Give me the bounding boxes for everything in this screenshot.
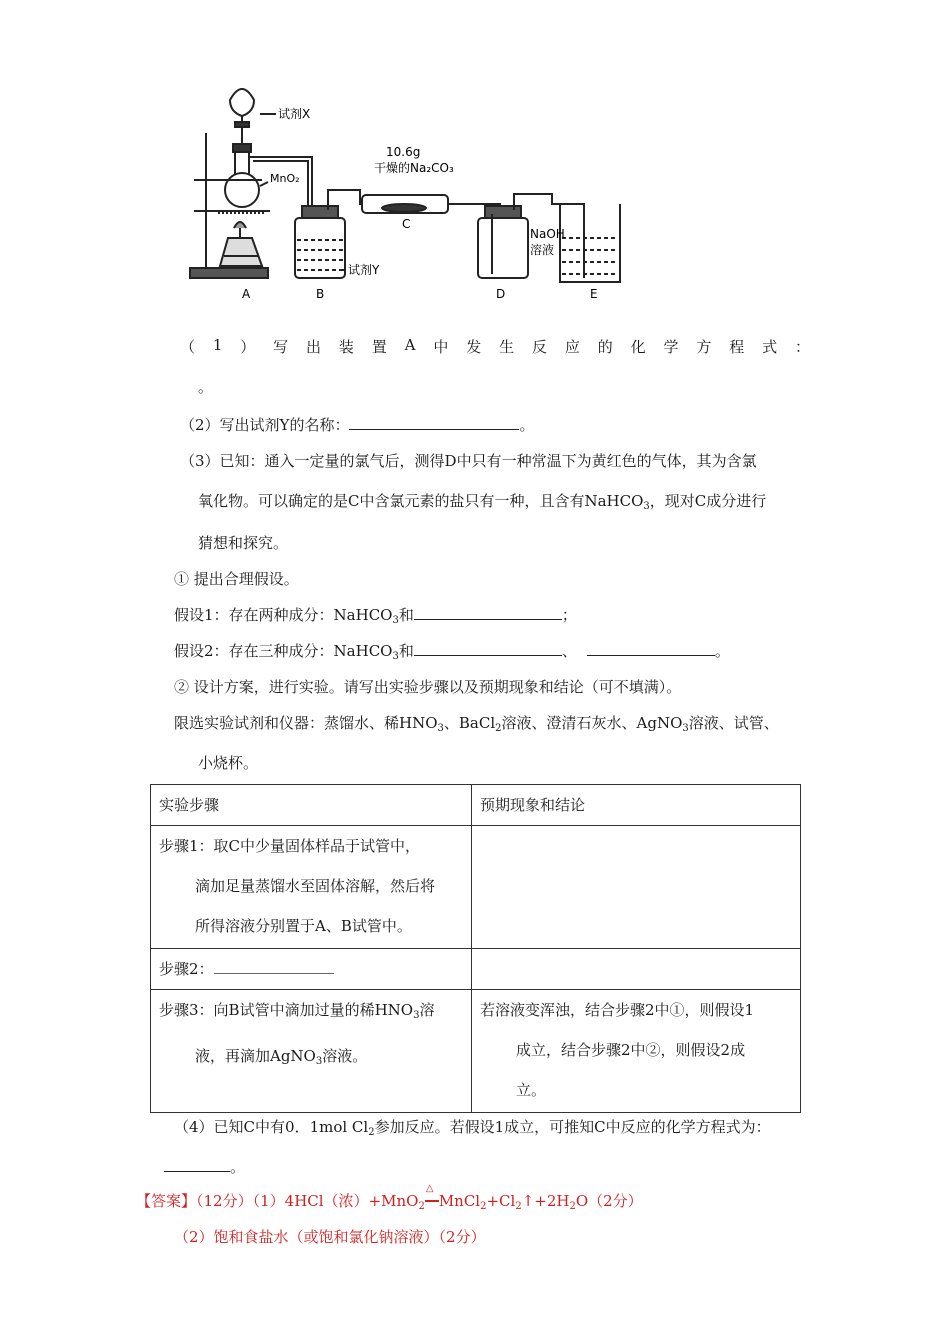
q1-char: 式 xyxy=(762,338,778,356)
step-2-answer-blank[interactable] xyxy=(214,959,334,974)
q3-line2-text: ，现对C成分进行 xyxy=(649,492,767,510)
table-header-row xyxy=(151,785,801,826)
step-2-cell xyxy=(151,949,472,990)
step-1-line: 滴加足量蒸馏水至固体溶解，然后将 xyxy=(195,877,436,895)
subscript: 2 xyxy=(515,1201,522,1212)
step-3-text: 步骤3：向B试管中滴加过量的稀HNO xyxy=(159,1001,414,1019)
hyp2-text: 假设2：存在三种成分：NaHCO xyxy=(174,642,393,660)
subscript: 3 xyxy=(643,501,650,512)
subscript: 3 xyxy=(392,651,399,662)
q1-char: 生 xyxy=(499,338,515,356)
q1-char: 装 xyxy=(338,338,354,356)
hypothesis-2 xyxy=(174,640,730,662)
label-a: A xyxy=(242,287,251,301)
q1-char: ） xyxy=(240,338,256,356)
subscript: 3 xyxy=(315,1056,323,1067)
q4-end: 。 xyxy=(230,1158,246,1176)
hyp2-text: 。 xyxy=(714,642,730,660)
q4-answer-blank[interactable] xyxy=(164,1157,230,1172)
label-c: C xyxy=(402,217,411,231)
question-4 xyxy=(174,1116,771,1138)
q2-answer-blank[interactable] xyxy=(349,415,519,430)
answer-line-1 xyxy=(136,1183,643,1212)
hyp2-text: 和 xyxy=(398,642,414,660)
answer-tag: 【答案】 xyxy=(136,1192,197,1210)
step-1-line: 所得溶液分别置于A、B试管中。 xyxy=(195,917,412,935)
table-row xyxy=(151,949,801,990)
q3-line3: 猜想和探究。 xyxy=(198,534,289,552)
q1-char: 写 xyxy=(273,338,289,356)
label-b: B xyxy=(316,287,325,301)
q1-char: 反 xyxy=(531,338,547,356)
q2-prefix: （2）写出试剂Y的名称： xyxy=(180,416,350,434)
question-1-line xyxy=(180,336,810,357)
step-1-cell xyxy=(151,826,472,949)
limits-text: 限选实验试剂和仪器：蒸馏水、稀HNO xyxy=(174,714,438,732)
step-3-text: 液，再滴加AgNO xyxy=(195,1047,316,1065)
apparatus-figure xyxy=(180,78,640,308)
subscript: 2 xyxy=(418,1201,425,1212)
hypothesis-1 xyxy=(174,604,577,626)
label-solution: 溶液 xyxy=(530,243,555,257)
question-1-end: 。 xyxy=(198,378,214,396)
q3-limits-line2: 小烧杯。 xyxy=(198,754,259,772)
subscript: 2 xyxy=(495,723,502,734)
subscript: 3 xyxy=(437,723,444,734)
subscript: 3 xyxy=(392,615,399,626)
answer-text: +Cl xyxy=(486,1192,516,1210)
q4-text: （4）已知C中有0．1mol Cl xyxy=(174,1118,369,1136)
label-e: E xyxy=(590,287,598,301)
answer-text: ↑+2H xyxy=(521,1192,570,1210)
q1-char: 1 xyxy=(212,336,223,354)
question-2 xyxy=(180,414,534,435)
q2-suffix: 。 xyxy=(519,416,535,434)
q1-char: 化 xyxy=(630,338,646,356)
header-steps: 实验步骤 xyxy=(151,785,472,826)
hyp1-text: 和 xyxy=(398,606,414,624)
result-3-cell xyxy=(472,990,801,1113)
hyp1-answer-blank[interactable] xyxy=(414,605,562,620)
q1-char: 程 xyxy=(729,338,745,356)
q1-char: 置 xyxy=(371,338,387,356)
heat-symbol: △ xyxy=(425,1183,434,1194)
q3-sub1: ① 提出合理假设。 xyxy=(174,570,299,588)
q1-char: ： xyxy=(794,338,810,356)
step-3-text: 溶液。 xyxy=(322,1047,368,1065)
label-d: D xyxy=(496,287,506,301)
result-1-cell[interactable] xyxy=(472,826,801,949)
subscript: 2 xyxy=(368,1127,375,1138)
step-3-cell xyxy=(151,990,472,1113)
q1-char: 应 xyxy=(564,338,580,356)
q1-char: 发 xyxy=(466,338,482,356)
step-3-line xyxy=(159,1036,463,1082)
label-mass: 10.6g xyxy=(386,145,421,159)
table-row xyxy=(151,990,801,1113)
label-naoh: NaOH xyxy=(530,227,565,241)
answer-text: （12分）（1）4HCl（浓）+MnO xyxy=(196,1192,419,1210)
answer-text: O（2分） xyxy=(575,1192,643,1210)
q1-char: （ xyxy=(180,338,196,356)
table-row xyxy=(151,826,801,949)
q1-char: 方 xyxy=(696,338,712,356)
step-3-text: 溶 xyxy=(419,1001,435,1019)
header-results: 预期现象和结论 xyxy=(472,785,801,826)
hyp2-answer-blank-1[interactable] xyxy=(414,641,562,656)
question-4-answer xyxy=(164,1156,245,1177)
step-2-label: 步骤2： xyxy=(159,960,214,978)
label-dry-na2co3: 干燥的Na₂CO₃ xyxy=(374,161,454,175)
limits-text: 溶液、澄清石灰水、AgNO xyxy=(501,714,683,732)
limits-text: 、BaCl xyxy=(443,714,496,732)
q3-line2-text: 氧化物。可以确定的是C中含氯元素的盐只有一种，且含有NaHCO xyxy=(198,492,644,510)
q3-sub2: ② 设计方案，进行实验。请写出实验步骤以及预期现象和结论（可不填满）。 xyxy=(174,678,682,696)
step-3-line xyxy=(159,990,463,1036)
q1-char: 的 xyxy=(597,338,613,356)
label-reagent-y: 试剂Y xyxy=(348,263,380,277)
result-3-line: 若溶液变浑浊，结合步骤2中①，则假设1 xyxy=(480,1001,755,1019)
limits-text: 溶液、试管、 xyxy=(688,714,779,732)
subscript: 3 xyxy=(682,723,689,734)
hyp2-text: 、 xyxy=(561,642,577,660)
q1-char: A xyxy=(404,336,416,354)
q1-char: 学 xyxy=(663,338,679,356)
result-3-line: 立。 xyxy=(516,1081,547,1099)
q1-char: 中 xyxy=(433,338,449,356)
hyp2-answer-blank-2[interactable] xyxy=(587,641,715,656)
label-reagent-x: 试剂X xyxy=(278,107,311,121)
answer-text: MnCl xyxy=(438,1192,481,1210)
q3-line2 xyxy=(198,490,766,512)
q3-line1: （3）已知：通入一定量的氯气后，测得D中只有一种常温下为黄红色的气体，其为含氯 xyxy=(180,452,757,470)
q3-limits-line1 xyxy=(174,712,779,734)
result-3-line: 成立，结合步骤2中②，则假设2成 xyxy=(516,1041,746,1059)
label-mno2: MnO₂ xyxy=(270,172,300,185)
hyp1-text: 假设1：存在两种成分：NaHCO xyxy=(174,606,393,624)
q1-char: 出 xyxy=(306,338,322,356)
subscript: 2 xyxy=(480,1201,487,1212)
heat-condition xyxy=(425,1183,439,1210)
subscript: 3 xyxy=(413,1010,420,1021)
q4-text: 参加反应。若假设1成立，可推知C中反应的化学方程式为： xyxy=(374,1118,771,1136)
step-1-line: 步骤1：取C中少量固体样品于试管中， xyxy=(159,837,421,855)
result-2-cell[interactable] xyxy=(472,949,801,990)
hyp1-text: ； xyxy=(561,606,577,624)
answer-line-2: （2）饱和食盐水（或饱和氯化钠溶液）（2分） xyxy=(174,1228,486,1246)
experiment-table xyxy=(150,784,801,1113)
subscript: 2 xyxy=(569,1201,576,1212)
